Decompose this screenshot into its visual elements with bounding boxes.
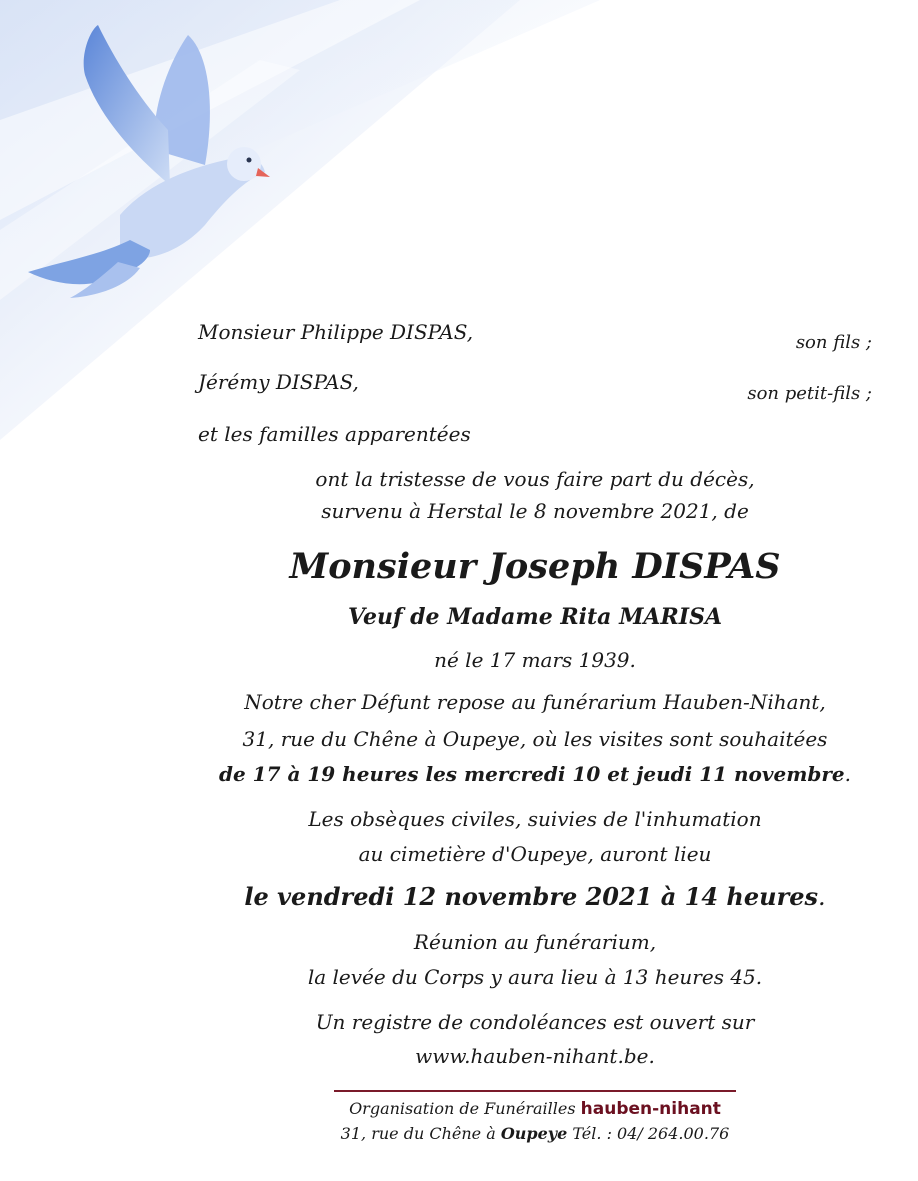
announcement-line: survenu à Herstal le 8 novembre 2021, de — [321, 499, 749, 523]
funeral-line: au cimetière d'Oupeye, auront lieu — [358, 842, 712, 866]
announcement-line: ont la tristesse de vous faire part du décès, — [315, 467, 755, 491]
family-member-name: Monsieur Philippe DISPAS, — [198, 320, 474, 344]
visitation-hours — [150, 762, 918, 786]
family-member-relation: son fils ; — [795, 332, 872, 353]
funeral-date-end: . — [818, 883, 826, 911]
deceased-spouse: Veuf de Madame Rita MARISA — [347, 604, 723, 630]
family-member-name: Jérémy DISPAS, — [198, 370, 359, 394]
footer-address — [150, 1124, 918, 1143]
footer-phone: Tél. : 04/ 264.00.76 — [572, 1124, 730, 1143]
visitation-hours-text: de 17 à 19 heures les mercredi 10 et jeudi 11 novembre — [219, 762, 845, 786]
funeral-line: Les obsèques civiles, suivies de l'inhumation — [308, 807, 762, 831]
footer-address-prefix: 31, rue du Chêne à — [340, 1124, 496, 1143]
registry-url: www.hauben-nihant.be. — [415, 1044, 655, 1068]
visitation-line: 31, rue du Chêne à Oupeye, où les visites sont souhaitées — [242, 727, 828, 751]
visitation-hours-end: . — [844, 762, 851, 786]
visitation-line: Notre cher Défunt repose au funérarium Hauben-Nihant, — [244, 690, 826, 714]
family-relatives: et les familles apparentées — [198, 422, 471, 446]
funeral-date — [150, 882, 918, 911]
footer-divider — [334, 1090, 736, 1092]
deceased-name: Monsieur Joseph DISPAS — [289, 546, 781, 587]
brand-logo: hauben-nihant — [580, 1099, 721, 1119]
reunion-line: Réunion au funérarium, — [413, 930, 657, 954]
deceased-birth: né le 17 mars 1939. — [434, 648, 636, 672]
funeral-date-text: le vendredi 12 novembre 2021 à 14 heures — [244, 882, 818, 911]
footer-city: Oupeye — [500, 1124, 568, 1143]
footer-organisation — [150, 1099, 918, 1119]
footer-org-label: Organisation de Funérailles — [349, 1099, 576, 1118]
reunion-line: la levée du Corps y aura lieu à 13 heures 45. — [307, 965, 763, 989]
family-member-relation: son petit-fils ; — [747, 383, 872, 404]
registry-line: Un registre de condoléances est ouvert sur — [315, 1010, 755, 1034]
